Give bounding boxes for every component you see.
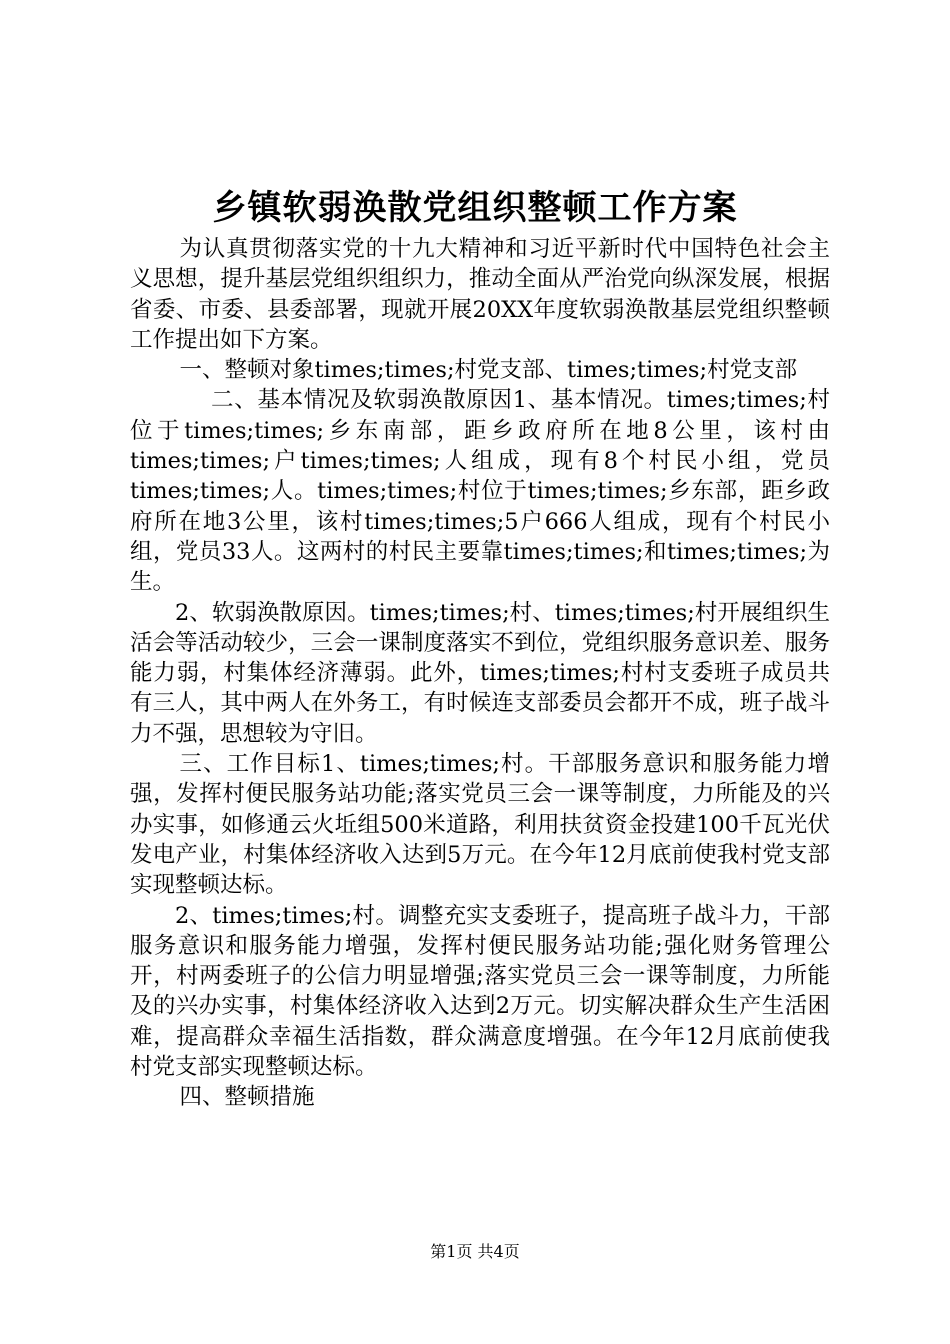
paragraph-section-3-goal-2: 2、times;times;村。调整充实支委班子，提高班子战斗力，干部服务意识和服务能力增强，发挥村便民服务站功能;强化财务管理公开，村两委班子的公信力明显增强;落实党员三会一课等制度，力所能及的兴办实事，村集体经济收入达到2万元。切实解决群众生产生活困难，提高群众幸福生活指数，群众满意度增强。在今年12月底前使我村党支部实现整顿达标。 — [130, 902, 830, 1081]
paragraph-section-1: 一、整顿对象times;times;村党支部、times;times;村党支部 — [179, 357, 798, 384]
paragraph-section-3: 三、工作目标1、times;times;村。干部服务意识和服务能力增强，发挥村便民服务站功能;落实党员三会一课等制度，力所能及的兴办实事，如修通云火坵组500米道路，利用扶贫资金投建100千瓦光伏发电产业，村集体经济收入达到5万元。在今年12月底前使我村党支部实现整顿达标。 — [130, 751, 830, 899]
page-footer: 第1页 共4页 — [430, 1242, 520, 1261]
paragraph-section-4: 四、整顿措施 — [179, 1084, 315, 1111]
paragraph-section-2-reasons: 2、软弱涣散原因。times;times;村、times;times;村开展组织生活会等活动较少，三会一课制度落实不到位，党组织服务意识差、服务能力弱，村集体经济薄弱。此外，times;times;村村支委班子成员共有三人，其中两人在外务工，有时候连支部委员会都开不成，班子战斗力不强，思想较为守旧。 — [130, 599, 830, 747]
paragraph-intro: 为认真贯彻落实党的十九大精神和习近平新时代中国特色社会主义思想，提升基层党组织组织力，推动全面从严治党向纵深发展，根据省委、市委、县委部署，现就开展20XX年度软弱涣散基层党组织整顿工作提出如下方案。 — [130, 236, 830, 353]
document-body — [130, 234, 830, 1113]
document-title: 乡镇软弱涣散党组织整顿工作方案 — [212, 188, 738, 228]
paragraph-section-2: 二、基本情况及软弱涣散原因1、基本情况。times;times;村位于times;times;乡东南部，距乡政府所在地8公里，该村由times;times;户times;times;人组成，现有8个村民小组，党员times;times;人。times;times;村位于times;times;乡东部，距乡政府所在地3公里，该村times;times;5户666人组成，现有个村民小组，党员33人。这两村的村民主要靠times;times;和times;times;为生。 — [130, 387, 830, 596]
